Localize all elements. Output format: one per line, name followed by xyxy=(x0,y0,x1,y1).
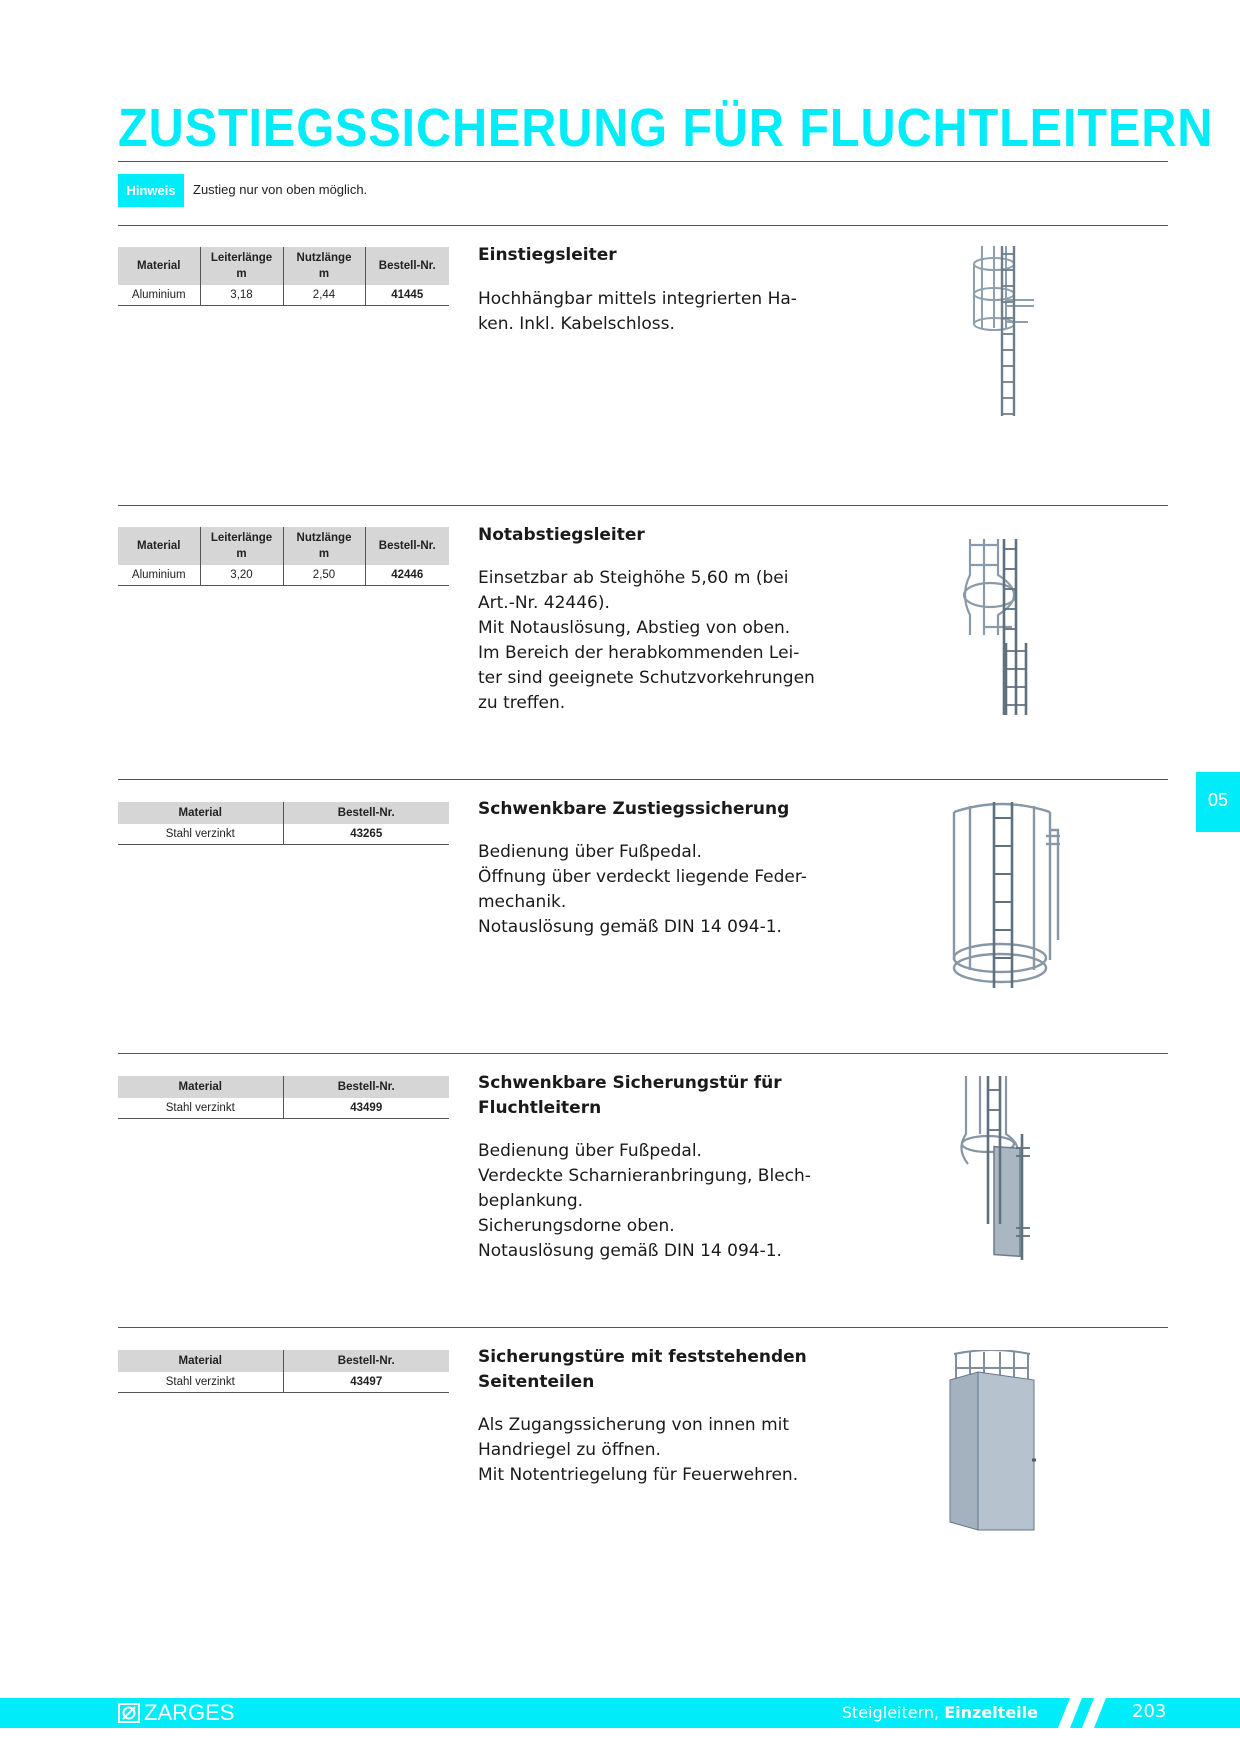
brand-logo xyxy=(118,1700,234,1726)
spec-table xyxy=(118,247,449,306)
product-title: Notabstiegsleiter xyxy=(478,525,645,545)
table-cell: Stahl verzinkt xyxy=(118,824,283,845)
table-header: Leiterlänge m xyxy=(200,247,283,285)
table-cell: Stahl verzinkt xyxy=(118,1098,283,1119)
table-cell: 2,44 xyxy=(283,285,365,306)
chapter-tab[interactable]: 05 xyxy=(1196,772,1240,832)
hint-badge: Hinweis xyxy=(118,174,184,207)
table-header: Nutzlänge m xyxy=(283,527,365,565)
swivel-safety-door-icon xyxy=(958,1074,1038,1264)
footer-section-bold: Einzelteile xyxy=(944,1703,1038,1722)
table-cell: 41445 xyxy=(365,285,449,306)
table-cell: Aluminium xyxy=(118,285,200,306)
table-header: Bestell-Nr. xyxy=(365,247,449,285)
table-cell: 43497 xyxy=(283,1372,449,1393)
table-cell: 42446 xyxy=(365,565,449,586)
table-header: Bestell-Nr. xyxy=(283,802,449,824)
product-description: Als Zugangssicherung von innen mit Handriegel zu öffnen. Mit Notentriegelung für Feuerwehren. xyxy=(478,1415,799,1485)
divider xyxy=(118,505,1168,506)
table-cell: 43499 xyxy=(283,1098,449,1119)
table-header: Material xyxy=(118,802,283,824)
table-row xyxy=(118,1098,449,1119)
table-cell: Stahl verzinkt xyxy=(118,1372,283,1393)
table-cell: 2,50 xyxy=(283,565,365,586)
product-description: Bedienung über Fußpedal. Öffnung über verdeckt liegende Feder- mechanik. Notauslösung gemäß DIN 14 094-1. xyxy=(478,842,807,937)
footer-section xyxy=(842,1703,1038,1722)
table-row xyxy=(118,285,449,306)
product-description: Bedienung über Fußpedal. Verdeckte Scharnieranbringung, Blech- beplankung. Sicherungsdorne oben. Notauslösung gemäß DIN 14 094-1. xyxy=(478,1141,811,1261)
table-header: Material xyxy=(118,527,200,565)
table-row xyxy=(118,565,449,586)
divider xyxy=(118,161,1168,162)
table-header: Bestell-Nr. xyxy=(283,1076,449,1098)
product-description: Einsetzbar ab Steighöhe 5,60 m (bei Art.-Nr. 42446). Mit Notauslösung, Abstieg von oben. Im Bereich der herabkommenden Lei- ter sind geeignete Schutzvorkehrungen zu treffen. xyxy=(478,568,815,713)
product-title: Schwenkbare Zustiegssicherung xyxy=(478,799,790,819)
hint-text: Zustieg nur von oben möglich. xyxy=(193,182,368,197)
spec-table xyxy=(118,1076,449,1119)
spec-table xyxy=(118,527,449,586)
table-header: Leiterlänge m xyxy=(200,527,283,565)
product-description: Hochhängbar mittels integrierten Ha- ken. Inkl. Kabelschloss. xyxy=(478,289,797,334)
table-cell: 3,18 xyxy=(200,285,283,306)
table-cell: 3,20 xyxy=(200,565,283,586)
table-header: Nutzlänge m xyxy=(283,247,365,285)
slash-decoration-icon xyxy=(1058,1698,1114,1728)
product-title: Schwenkbare Sicherungstür für Fluchtleitern xyxy=(478,1073,782,1118)
table-header: Material xyxy=(118,1076,283,1098)
product-title: Einstiegsleiter xyxy=(478,245,617,265)
page-number: 203 xyxy=(1132,1701,1167,1722)
footer-section-normal: Steigleitern, xyxy=(841,1703,945,1722)
spec-table xyxy=(118,1350,449,1393)
page-title: ZUSTIEGSSICHERUNG FÜR FLUCHTLEITERN xyxy=(118,98,1214,158)
safety-door-fixed-sides-icon xyxy=(948,1350,1038,1534)
emergency-descent-ladder-icon xyxy=(958,535,1042,719)
table-header: Material xyxy=(118,1350,283,1372)
logo-text: ZARGES xyxy=(144,1700,235,1725)
table-header: Material xyxy=(118,247,200,285)
zarges-logo-icon xyxy=(118,1703,140,1723)
table-row xyxy=(118,1372,449,1393)
divider xyxy=(118,1053,1168,1054)
table-cell: Aluminium xyxy=(118,565,200,586)
divider xyxy=(118,1327,1168,1328)
table-header: Bestell-Nr. xyxy=(283,1350,449,1372)
spec-table xyxy=(118,802,449,845)
table-cell: 43265 xyxy=(283,824,449,845)
divider xyxy=(118,225,1168,226)
table-row xyxy=(118,824,449,845)
table-header: Bestell-Nr. xyxy=(365,527,449,565)
swivel-access-guard-icon xyxy=(950,800,1060,990)
divider xyxy=(118,779,1168,780)
product-title: Sicherungstüre mit feststehenden Seitenteilen xyxy=(478,1347,807,1392)
ladder-with-cage-icon xyxy=(972,244,1042,422)
